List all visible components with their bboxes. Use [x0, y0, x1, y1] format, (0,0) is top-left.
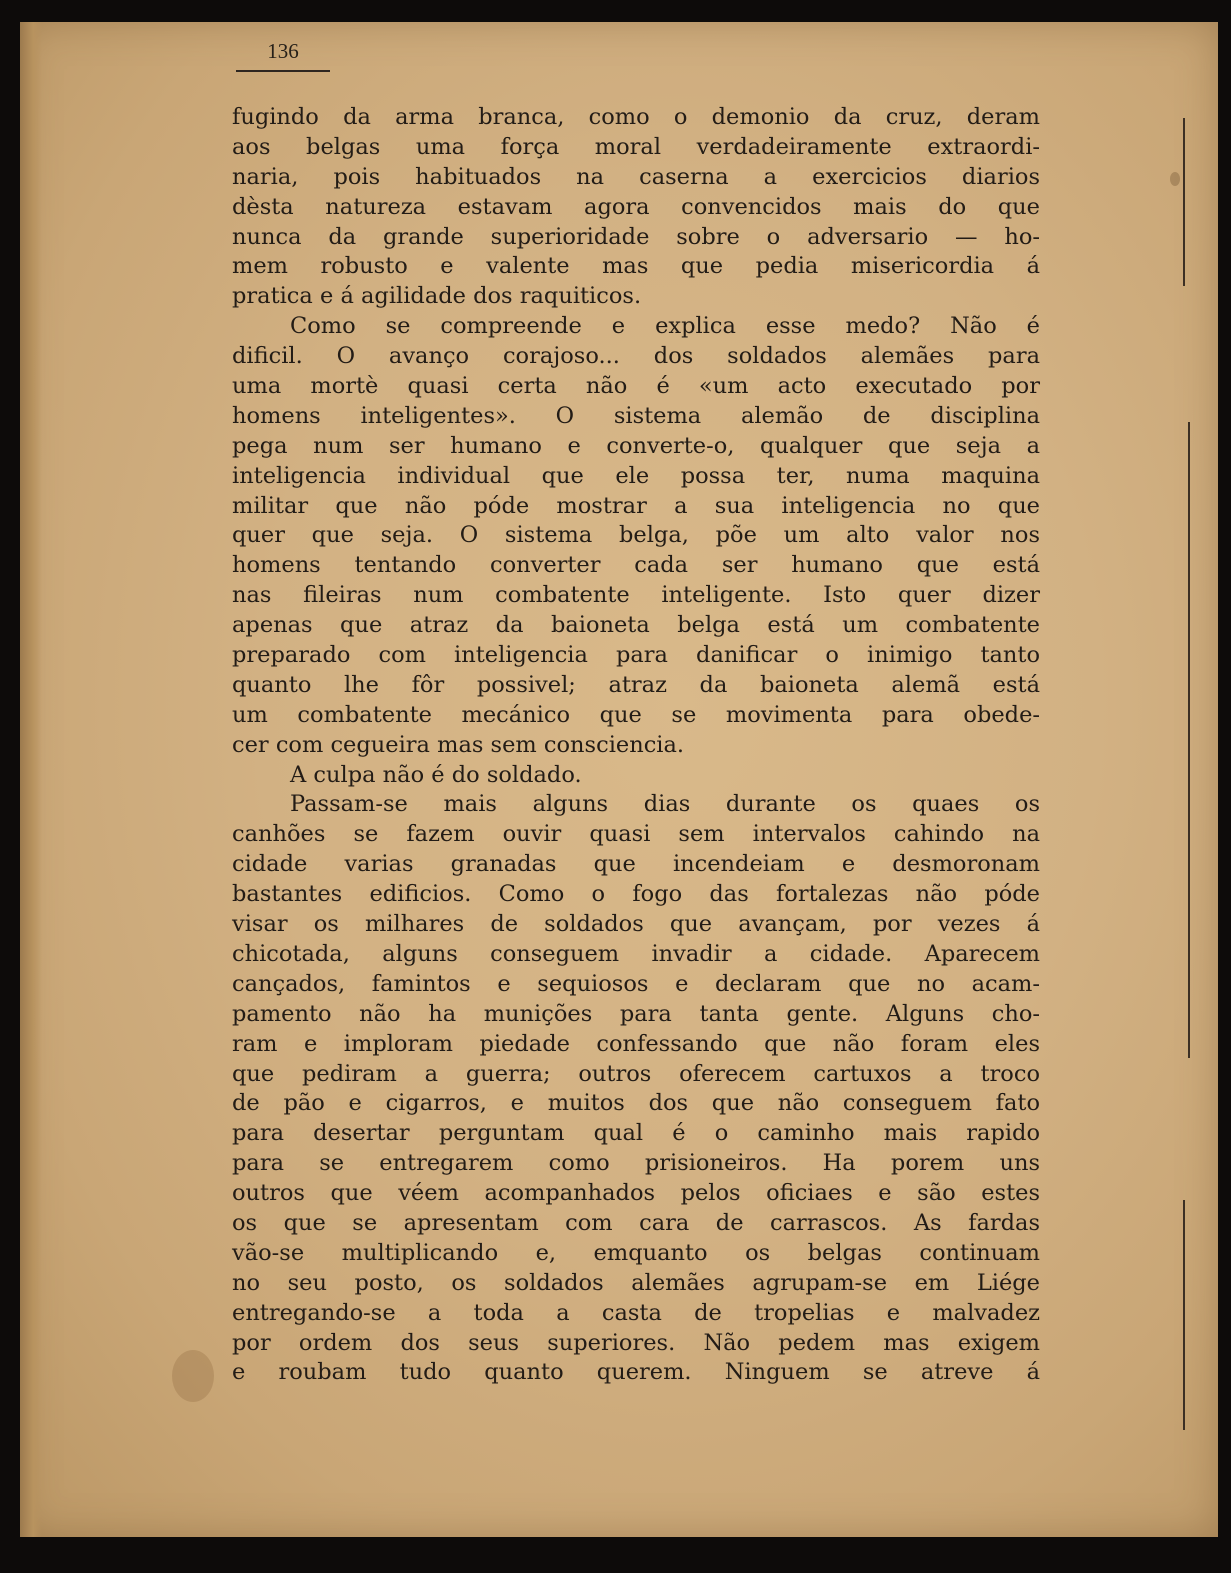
page-number: 136 — [236, 40, 330, 72]
text-line: nas fileiras num combatente inteligente. Isto quer dizer — [232, 582, 1040, 609]
margin-pencil-mark — [1183, 118, 1185, 286]
text-line: de pão e cigarros, e muitos dos que não conseguem fato — [232, 1090, 1040, 1117]
text-line: inteligencia individual que ele possa ter, numa maquina — [232, 462, 1040, 489]
text-line: que pediram a guerra; outros oferecem cartuxos a troco — [232, 1060, 1040, 1087]
text-line: por ordem dos seus superiores. Não pedem mas exigem — [232, 1329, 1040, 1356]
text-line: e roubam tudo quanto querem. Ninguem se atreve á — [232, 1359, 1040, 1386]
text-line: homens inteligentes». O sistema alemão de disciplina — [232, 402, 1040, 429]
text-line: para desertar perguntam qual é o caminho mais rapido — [232, 1120, 1040, 1147]
text-line: pamento não ha munições para tanta gente. Alguns cho- — [232, 1000, 1040, 1027]
text-line: quanto lhe fôr possivel; atraz da baioneta alemã está — [232, 671, 1040, 698]
text-line: homens tentando converter cada ser humano que está — [232, 552, 1040, 579]
text-line: chicotada, alguns conseguem invadir a cidade. Aparecem — [232, 940, 1040, 967]
margin-pencil-mark — [1188, 422, 1190, 1058]
text-line: cer com cegueira mas sem consciencia. — [232, 731, 685, 758]
text-line: fugindo da arma branca, como o demonio da cruz, deram — [232, 104, 1040, 130]
text-line: Passam-se mais alguns dias durante os quaes os — [290, 791, 1040, 818]
text-line: os que se apresentam com cara de carrascos. As fardas — [232, 1209, 1040, 1236]
text-line: bastantes edificios. Como o fogo das fortalezas não póde — [232, 881, 1040, 908]
text-line: vão-se multiplicando e, emquanto os belgas continuam — [232, 1239, 1040, 1266]
text-line: ram e imploram piedade confessando que não foram eles — [232, 1030, 1040, 1057]
text-line: outros que véem acompanhados pelos oficiaes e são estes — [232, 1180, 1040, 1207]
text-line: naria, pois habituados na caserna a exercicios diarios — [232, 163, 1040, 190]
paper-stain — [172, 1350, 214, 1402]
margin-pencil-mark — [1183, 1200, 1185, 1430]
text-line: cançados, famintos e sequiosos e declaram que no acam- — [232, 970, 1040, 997]
text-line: dificil. O avanço corajoso... dos soldados alemães para — [232, 343, 1040, 370]
text-line: entregando-se a toda a casta de tropelias e malvadez — [232, 1299, 1040, 1326]
text-line: canhões se fazem ouvir quasi sem intervalos cahindo na — [232, 821, 1040, 848]
text-line: A culpa não é do soldado. — [290, 761, 582, 788]
text-line: cidade varias granadas que incendeiam e desmoronam — [232, 851, 1040, 878]
text-line: pratica e á agilidade dos raquiticos. — [232, 283, 642, 310]
text-line: no seu posto, os soldados alemães agrupam-se em Liége — [232, 1269, 1040, 1296]
binding-edge — [20, 22, 42, 1537]
text-line: militar que não póde mostrar a sua inteligencia no que — [232, 492, 1040, 519]
text-line: mem robusto e valente mas que pedia misericordia á — [232, 253, 1040, 280]
text-line: pega num ser humano e converte-o, qualquer que seja a — [232, 432, 1040, 459]
body-text — [232, 103, 1040, 1388]
text-line: preparado com inteligencia para danificar o inimigo tanto — [232, 642, 1040, 669]
text-line: aos belgas uma força moral verdadeiramente extraordi- — [232, 133, 1040, 160]
text-line: uma mortè quasi certa não é «um acto executado por — [232, 373, 1040, 400]
text-line: nunca da grande superioridade sobre o adversario — ho- — [232, 223, 1040, 250]
text-line: para se entregarem como prisioneiros. Ha porem uns — [232, 1150, 1040, 1177]
text-line: um combatente mecánico que se movimenta para obede- — [232, 701, 1040, 728]
text-line: Como se compreende e explica esse medo? Não é — [290, 313, 1040, 340]
text-line: quer que seja. O sistema belga, põe um alto valor nos — [232, 522, 1040, 549]
text-line: visar os milhares de soldados que avançam, por vezes á — [232, 911, 1040, 938]
paper-stain — [1170, 172, 1180, 186]
text-line: dèsta natureza estavam agora convencidos mais do que — [232, 193, 1040, 220]
text-line: apenas que atraz da baioneta belga está um combatente — [232, 612, 1040, 639]
